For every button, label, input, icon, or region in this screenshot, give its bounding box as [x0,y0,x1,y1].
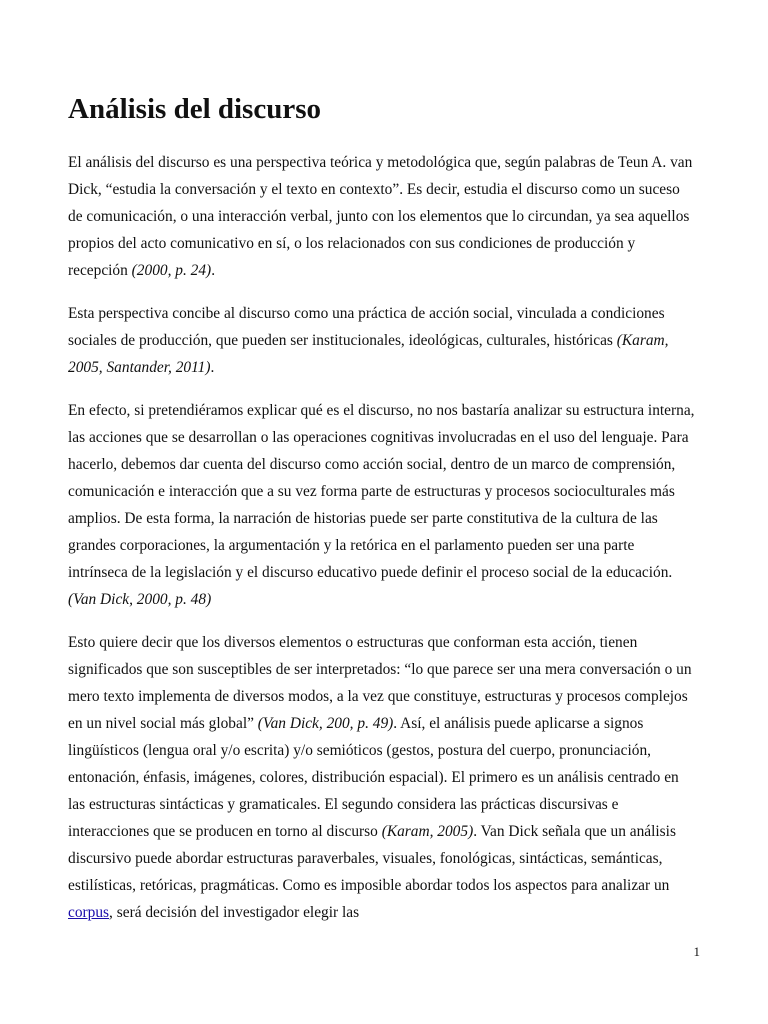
paragraph-1 [68,149,696,284]
paragraph-2-text: Esta perspectiva concibe al discurso como una práctica de acción social, vinculada a condiciones sociales de producción, que pueden ser institucionales, ideológicas, culturales, históricas [68,304,665,349]
citation: (Van Dick, 2000, p. 48) [68,590,212,608]
paragraph-3 [68,397,696,613]
page-number: 1 [693,944,700,959]
citation: (Van Dick, 200, p. 49) [257,714,394,732]
paragraph-2-end: . [210,358,215,376]
paragraph-1-end: . [211,261,216,279]
paragraph-4-text-1: Esto quiere decir que los diversos elementos o estructuras que conforman esta acción, tienen significados que son susceptibles de ser interpretados: “lo que parece ser una mera conversación o un mero texto implementa de diversos modos, a la vez que constituye, estructuras y procesos complejos en un nivel social más global” [68,633,692,732]
paragraph-4-text-4: , será decisión del investigador elegir las [109,903,360,921]
corpus-link[interactable]: corpus [68,903,110,921]
citation: (Karam, 2005, Santander, 2011) [68,331,669,376]
citation: (Karam, 2005) [381,822,474,840]
citation: (2000, p. 24) [131,261,212,279]
paragraph-4 [68,629,696,926]
paragraph-4-text-3: . Van Dick señala que un análisis discursivo puede abordar estructuras paraverbales, visuales, fonológicas, sintácticas, semánticas, estilísticas, retóricas, pragmáticas. Como es imposible abordar todos los aspectos para analizar un [68,822,676,894]
page-title: Análisis del discurso [68,93,321,125]
paragraph-1-text: El análisis del discurso es una perspectiva teórica y metodológica que, según palabras de Teun A. van Dick, “estudia la conversación y el texto en contexto”. Es decir, estudia el discurso como un suceso de comunicación, o una interacción verbal, junto con los elementos que lo circundan, ya sea aquellos propios del acto comunicativo en sí, o los relacionados con sus condiciones de producción y recepción [68,153,693,279]
paragraph-4-text-2: . Así, el análisis puede aplicarse a signos lingüísticos (lengua oral y/o escrita) y/o semióticos (gestos, postura del cuerpo, pronunciación, entonación, énfasis, imágenes, colores, distribución espacial). El primero es un análisis centrado en las estructuras sintácticas y gramaticales. El segundo considera las prácticas discursivas e interacciones que se producen en torno al discurso [68,714,679,840]
paragraph-3-text: En efecto, si pretendiéramos explicar qué es el discurso, no nos bastaría analizar su estructura interna, las acciones que se desarrollan o las operaciones cognitivas involucradas en el uso del lenguaje. Para hacerlo, debemos dar cuenta del discurso como acción social, dentro de un marco de comprensión, comunicación e interacción que a su vez forma parte de estructuras y procesos socioculturales más amplios. De esta forma, la narración de historias puede ser parte constitutiva de la cultura de las grandes corporaciones, la argumentación y la retórica en el parlamento pueden ser una parte intrínseca de la legislación y el discurso educativo puede definir el proceso social de la educación. [68,401,695,581]
document-page [68,92,696,942]
paragraph-2 [68,300,696,381]
